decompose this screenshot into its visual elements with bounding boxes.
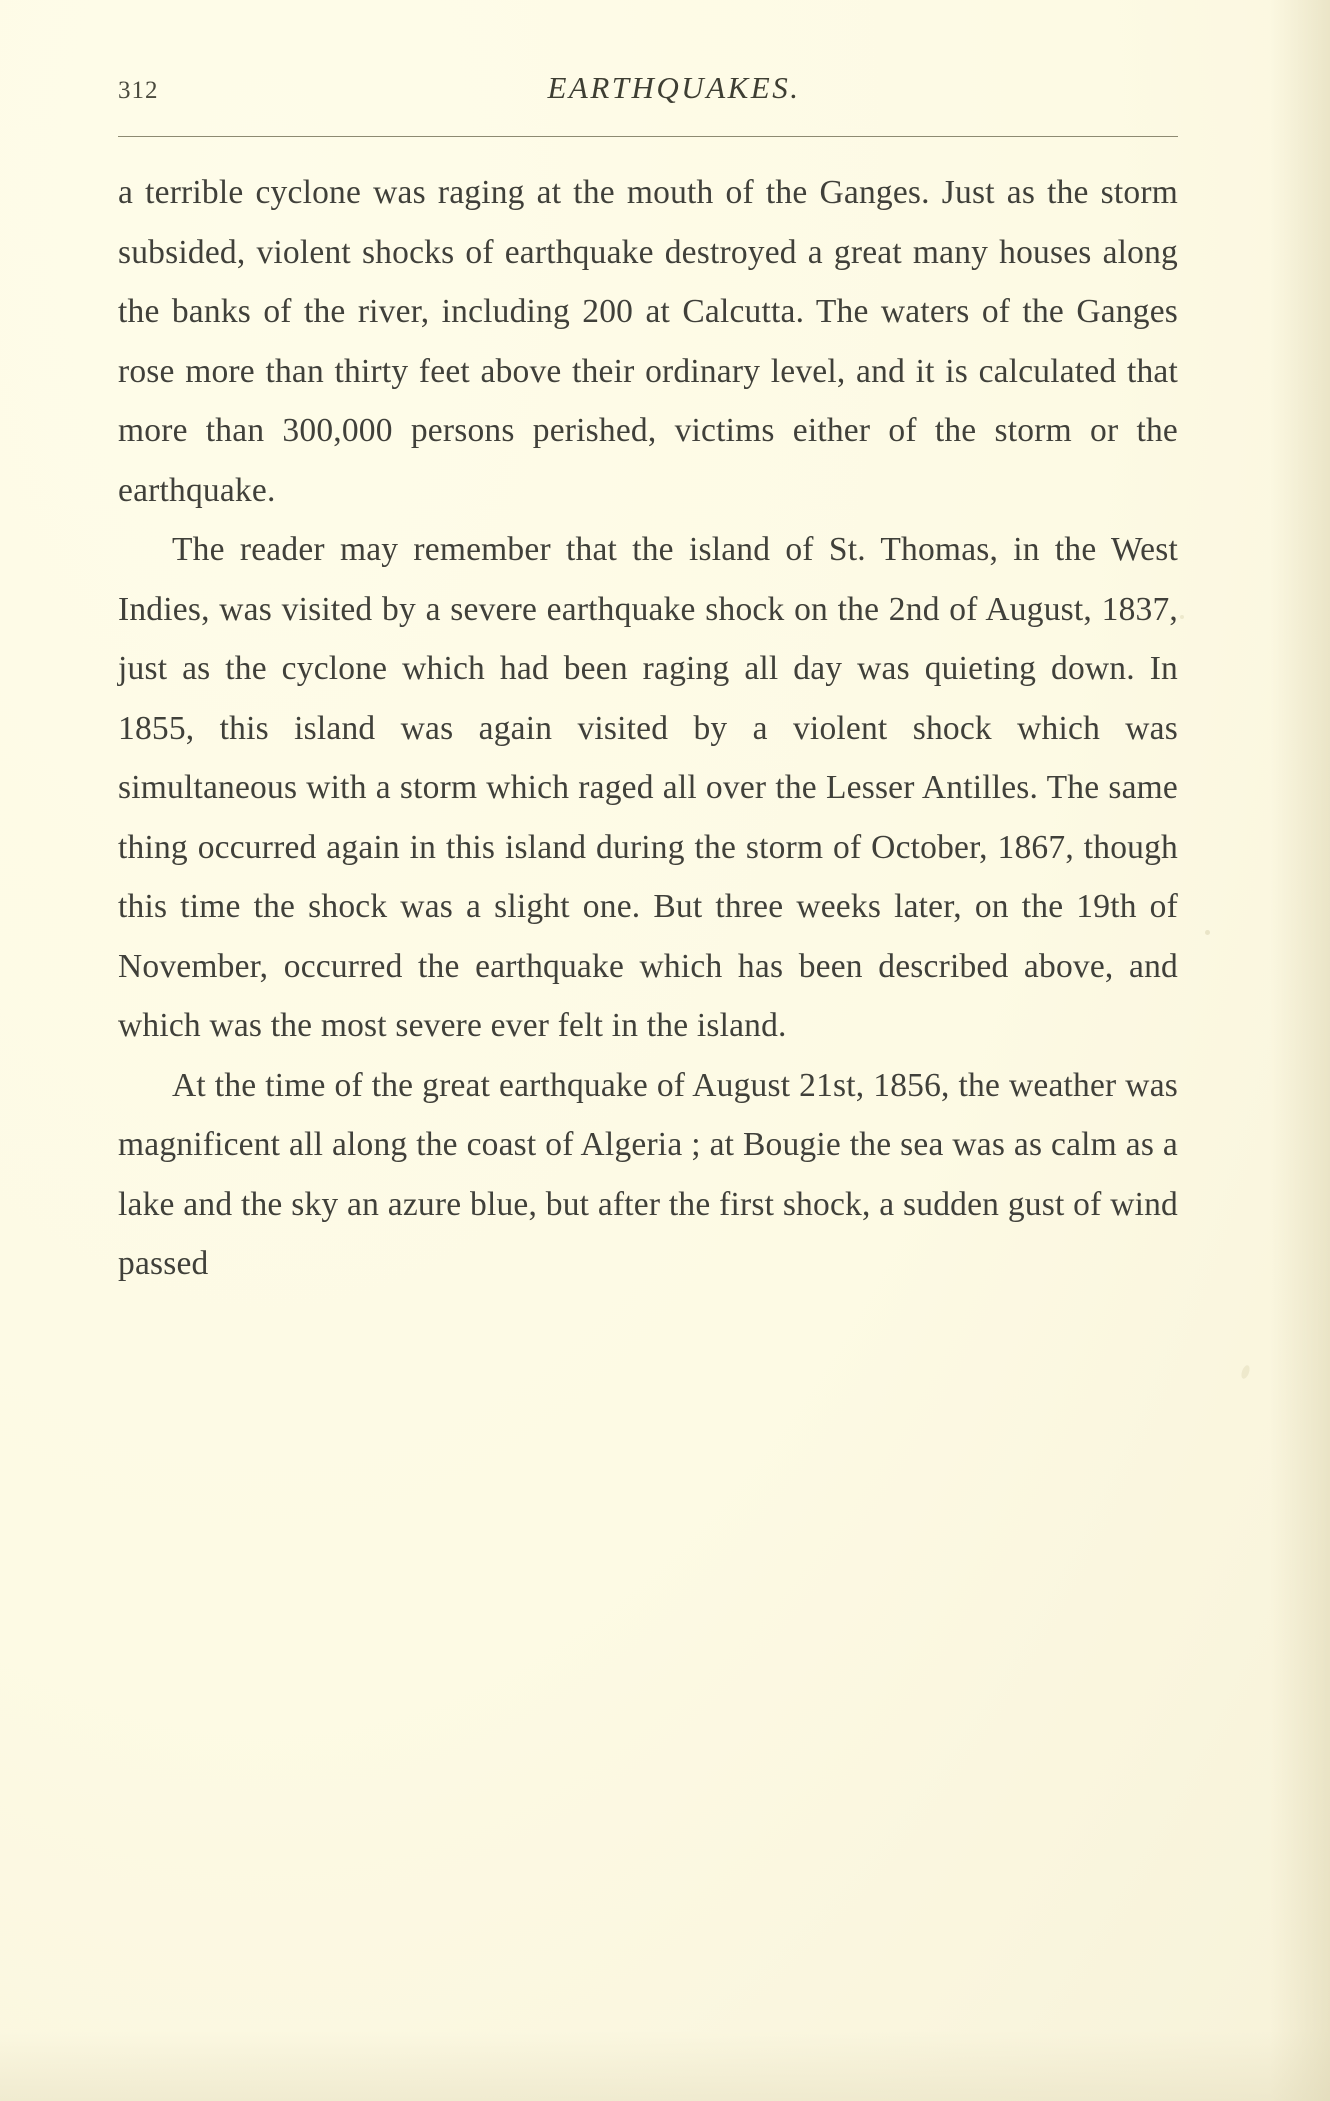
page-bottom-shading [0, 2031, 1330, 2101]
paper-speck [1180, 615, 1184, 619]
page-header [118, 70, 1200, 122]
paper-speck [1240, 1364, 1251, 1380]
paragraph: The reader may remember that the island of St. Thomas, in the West Indies, was visited by a severe earthquake shock on the 2nd of August, 1837, just as the cyclone which had been raging all day was quieting down. In 1855, this island was again visited by a violent shock which was simultaneous with a storm which raged all over the Lesser Antilles. The same thing occurred again in this island during the storm of October, 1867, though this time the shock was a slight one. But three weeks later, on the 19th of November, occurred the earthquake which has been described above, and which was the most severe ever felt in the island. [118, 531, 1178, 1044]
page-edge-shading [1270, 0, 1330, 2101]
page-number: 312 [118, 77, 159, 104]
paper-speck [1205, 930, 1210, 935]
header-divider [118, 136, 1178, 137]
page-content [118, 70, 1200, 1294]
running-head-title: EARTHQUAKES. [547, 70, 801, 105]
paragraph: a terrible cyclone was raging at the mouth of the Ganges. Just as the storm subsided, violent shocks of earthquake destroyed a great many houses along the banks of the river, including 200 at Calcutta. The waters of the Ganges rose more than thirty feet above their ordinary level, and it is calculated that more than 300,000 persons perished, victims either of the storm or the earthquake. [118, 174, 1178, 509]
body-text [118, 163, 1178, 1294]
paragraph: At the time of the great earthquake of August 21st, 1856, the weather was magnificent all along the coast of Algeria ; at Bougie the sea was as calm as a lake and the sky an azure blue, but after the first shock, a sudden gust of wind passed [118, 1066, 1178, 1282]
